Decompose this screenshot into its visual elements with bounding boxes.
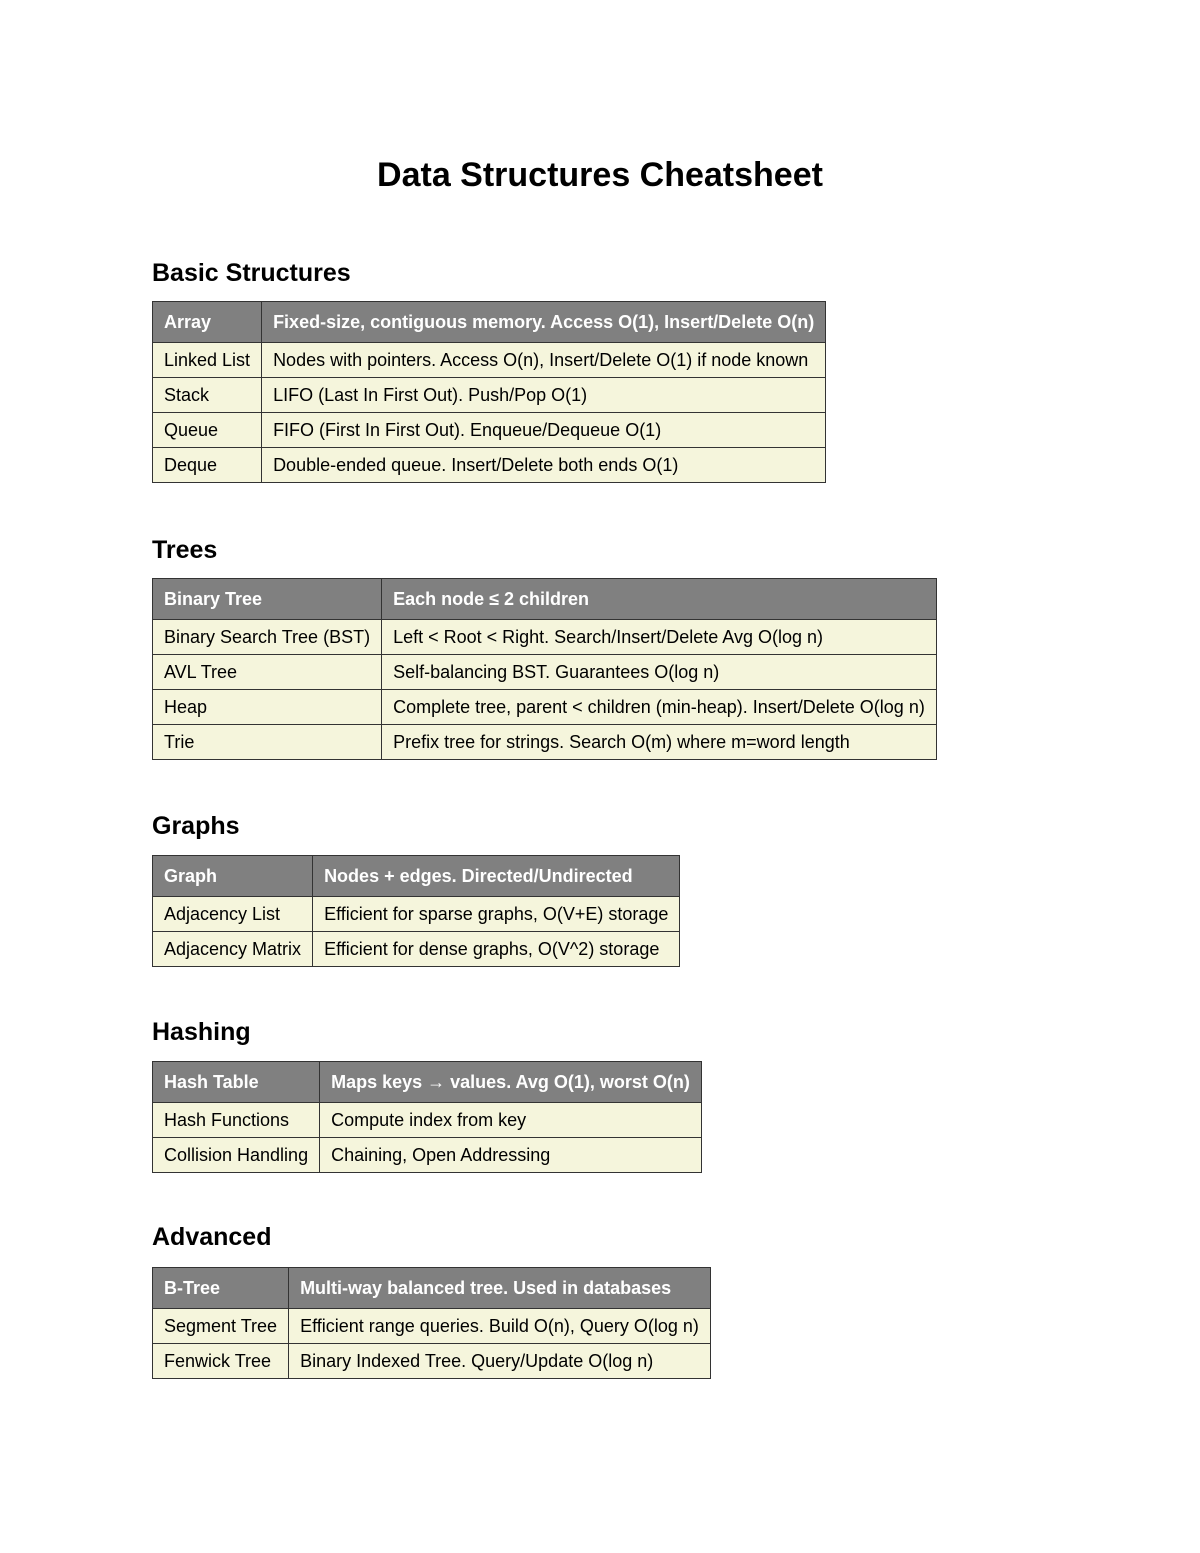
- advanced-table: [152, 1267, 711, 1379]
- table-header-row: [153, 579, 937, 620]
- table-header-cell: Hash Table: [153, 1062, 320, 1103]
- table-cell-name: Fenwick Tree: [153, 1344, 289, 1379]
- table-row: [153, 343, 826, 378]
- table-row: [153, 932, 680, 967]
- table-cell-name: Collision Handling: [153, 1138, 320, 1173]
- trees-table: [152, 578, 937, 760]
- table-row: [153, 413, 826, 448]
- table-cell-name: Binary Search Tree (BST): [153, 620, 382, 655]
- table-row: [153, 690, 937, 725]
- table-header-cell: Nodes + edges. Directed/Undirected: [313, 856, 680, 897]
- section-heading-basic-structures: Basic Structures: [152, 259, 351, 287]
- table-cell-name: Heap: [153, 690, 382, 725]
- table-row: [153, 655, 937, 690]
- table-row: [153, 1344, 711, 1379]
- table-header-cell: Fixed-size, contiguous memory. Access O(1), Insert/Delete O(n): [262, 302, 826, 343]
- table-cell-name: Adjacency Matrix: [153, 932, 313, 967]
- section-heading-graphs: Graphs: [152, 812, 240, 840]
- table-cell-description: Nodes with pointers. Access O(n), Insert/Delete O(1) if node known: [262, 343, 826, 378]
- table-cell-description: Double-ended queue. Insert/Delete both ends O(1): [262, 448, 826, 483]
- table-cell-description: Efficient for sparse graphs, O(V+E) storage: [313, 897, 680, 932]
- table-cell-name: Stack: [153, 378, 262, 413]
- table-row: [153, 1309, 711, 1344]
- section-heading-advanced: Advanced: [152, 1223, 272, 1251]
- table-cell-description: Prefix tree for strings. Search O(m) where m=word length: [382, 725, 937, 760]
- table-cell-description: Left < Root < Right. Search/Insert/Delete Avg O(log n): [382, 620, 937, 655]
- table-header-cell: Maps keys → values. Avg O(1), worst O(n): [320, 1062, 702, 1103]
- table-cell-name: Adjacency List: [153, 897, 313, 932]
- table-row: [153, 1103, 702, 1138]
- table-row: [153, 378, 826, 413]
- table-header-row: [153, 856, 680, 897]
- table-cell-description: Compute index from key: [320, 1103, 702, 1138]
- section-heading-trees: Trees: [152, 536, 218, 564]
- table-cell-description: Self-balancing BST. Guarantees O(log n): [382, 655, 937, 690]
- table-cell-description: LIFO (Last In First Out). Push/Pop O(1): [262, 378, 826, 413]
- table-header-row: [153, 1268, 711, 1309]
- table-cell-name: AVL Tree: [153, 655, 382, 690]
- table-row: [153, 448, 826, 483]
- table-cell-name: Hash Functions: [153, 1103, 320, 1138]
- graphs-table: [152, 855, 680, 967]
- table-cell-description: Complete tree, parent < children (min-heap). Insert/Delete O(log n): [382, 690, 937, 725]
- section-heading-hashing: Hashing: [152, 1018, 251, 1046]
- table-row: [153, 620, 937, 655]
- table-header-cell: Multi-way balanced tree. Used in databases: [289, 1268, 711, 1309]
- table-cell-name: Trie: [153, 725, 382, 760]
- table-header-cell: Binary Tree: [153, 579, 382, 620]
- table-cell-name: Segment Tree: [153, 1309, 289, 1344]
- table-cell-description: Chaining, Open Addressing: [320, 1138, 702, 1173]
- table-cell-description: Efficient for dense graphs, O(V^2) storage: [313, 932, 680, 967]
- table-header-cell: Graph: [153, 856, 313, 897]
- table-cell-name: Queue: [153, 413, 262, 448]
- hashing-table: [152, 1061, 702, 1173]
- table-cell-name: Deque: [153, 448, 262, 483]
- table-header-cell: Each node ≤ 2 children: [382, 579, 937, 620]
- table-header-row: [153, 302, 826, 343]
- page-title: Data Structures Cheatsheet: [377, 156, 823, 194]
- table-cell-description: Binary Indexed Tree. Query/Update O(log n): [289, 1344, 711, 1379]
- table-cell-description: Efficient range queries. Build O(n), Query O(log n): [289, 1309, 711, 1344]
- table-row: [153, 897, 680, 932]
- table-cell-name: Linked List: [153, 343, 262, 378]
- table-header-cell: Array: [153, 302, 262, 343]
- table-cell-description: FIFO (First In First Out). Enqueue/Dequeue O(1): [262, 413, 826, 448]
- table-row: [153, 725, 937, 760]
- basic-structures-table: [152, 301, 826, 483]
- table-header-cell: B-Tree: [153, 1268, 289, 1309]
- table-header-row: [153, 1062, 702, 1103]
- table-row: [153, 1138, 702, 1173]
